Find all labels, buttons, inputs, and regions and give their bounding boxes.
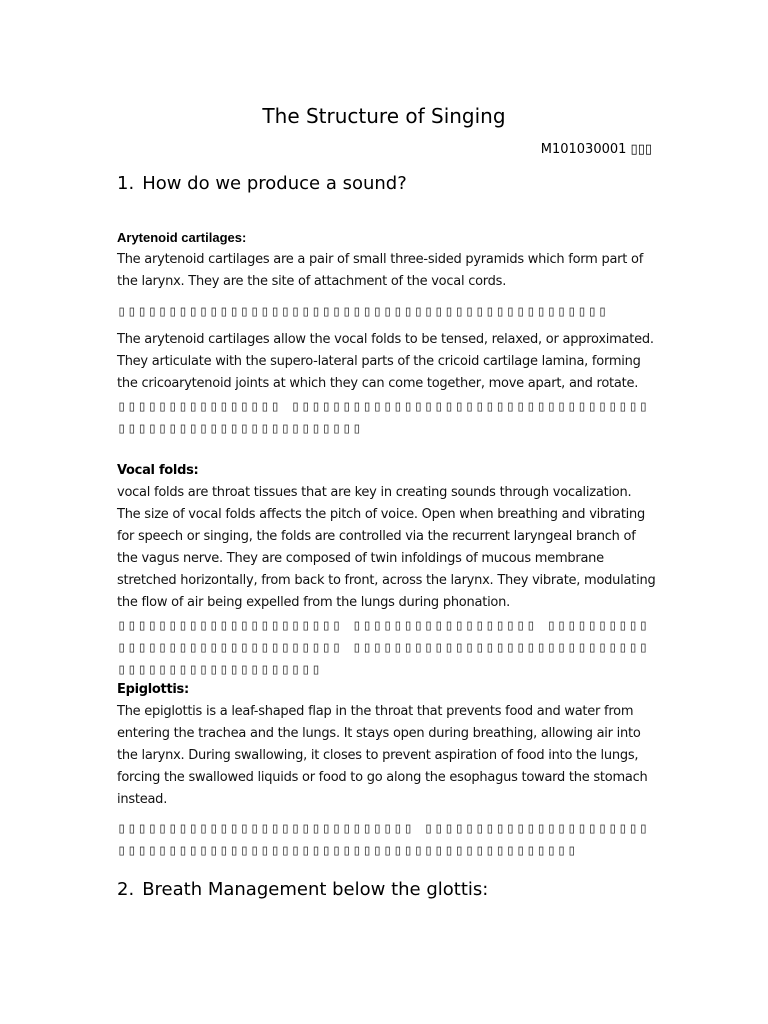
- document-title: The Structure of Singing: [262, 104, 506, 128]
- arytenoid-section-2: [117, 329, 657, 439]
- vocal-folds-heading: Vocal folds:: [117, 463, 199, 478]
- section-title: Breath Management below the glottis:: [142, 879, 489, 900]
- arytenoid-cjk-2: ▯▯▯▯▯▯▯▯▯▯▯▯▯▯▯▯ ▯▯▯▯▯▯▯▯▯▯▯▯▯▯▯▯▯▯▯▯▯▯▯▯▯▯▯▯▯▯▯▯▯▯▯▯▯▯▯▯▯▯▯▯▯▯▯▯▯▯▯▯▯▯▯▯▯▯▯: [117, 397, 649, 437]
- arytenoid-text-1: The arytenoid cartilages are a pair of small three-sided pyramids which form part of the larynx. They are the site of attachment of the vocal cords.: [117, 252, 644, 289]
- epiglottis-section: [117, 679, 657, 861]
- author-line: M101030001 ▯▯▯: [540, 142, 652, 157]
- epiglottis-text: The epiglottis is a leaf-shaped flap in the throat that prevents food and water from entering the trachea and the lungs. It stays open during breathing, allowing air into the larynx. During swallowing, it closes to prevent aspiration of food into the lungs, forcing the swallowed liquids or food to go along the esophagus toward the stomach instead.: [117, 704, 648, 807]
- vocal-folds-section: [117, 460, 657, 680]
- section-title: How do we produce a sound?: [142, 173, 407, 194]
- section-heading-1: [117, 173, 407, 194]
- arytenoid-section: [117, 227, 657, 293]
- section-number: 1.: [117, 173, 135, 194]
- arytenoid-text-2: The arytenoid cartilages allow the vocal folds to be tensed, relaxed, or approximated. They articulate with the supero-lateral parts of the cricoid cartilage lamina, forming the cricoarytenoid joints at which they can come together, move apart, and rotate.: [117, 332, 654, 391]
- arytenoid-cjk-1-block: [117, 300, 657, 322]
- arytenoid-cjk-1: ▯▯▯▯▯▯▯▯▯▯▯▯▯▯▯▯▯▯▯▯▯▯▯▯▯▯▯▯▯▯▯▯▯▯▯▯▯▯▯▯▯▯▯▯▯▯▯▯: [117, 302, 609, 320]
- epiglottis-cjk: ▯▯▯▯▯▯▯▯▯▯▯▯▯▯▯▯▯▯▯▯▯▯▯▯▯▯▯▯▯ ▯▯▯▯▯▯▯▯▯▯▯▯▯▯▯▯▯▯▯▯▯▯ ▯▯▯▯▯▯▯▯▯▯▯▯▯▯▯▯▯▯▯▯▯▯▯▯▯▯▯▯▯▯▯▯▯▯▯▯▯▯▯▯▯▯▯▯▯: [117, 819, 649, 859]
- vocal-folds-cjk: ▯▯▯▯▯▯▯▯▯▯▯▯▯▯▯▯▯▯▯▯▯▯ ▯▯▯▯▯▯▯▯▯▯▯▯▯▯▯▯▯▯ ▯▯▯▯▯▯▯▯▯▯▯▯▯▯▯▯▯▯▯▯▯▯▯▯▯▯▯▯▯▯▯▯ ▯▯▯▯▯▯▯▯▯▯▯▯▯▯▯▯▯▯▯▯▯▯▯▯▯▯▯▯▯▯▯▯▯▯▯▯▯▯▯▯▯▯▯▯▯▯▯▯▯: [117, 616, 649, 678]
- vocal-folds-text: vocal folds are throat tissues that are key in creating sounds through vocalization. The size of vocal folds affects the pitch of voice. Open when breathing and vibrating for speech or singing, the folds are controlled via the recurrent laryngeal branch of the vagus nerve. They are composed of twin infoldings of mucous membrane stretched horizontally, from back to front, across the larynx. They vibrate, modulating the flow of air being expelled from the lungs during phonation.: [117, 485, 656, 610]
- section-heading-2: [117, 879, 488, 900]
- epiglottis-heading: Epiglottis:: [117, 682, 189, 697]
- section-number: 2.: [117, 879, 135, 900]
- arytenoid-heading: Arytenoid cartilages:: [117, 230, 247, 245]
